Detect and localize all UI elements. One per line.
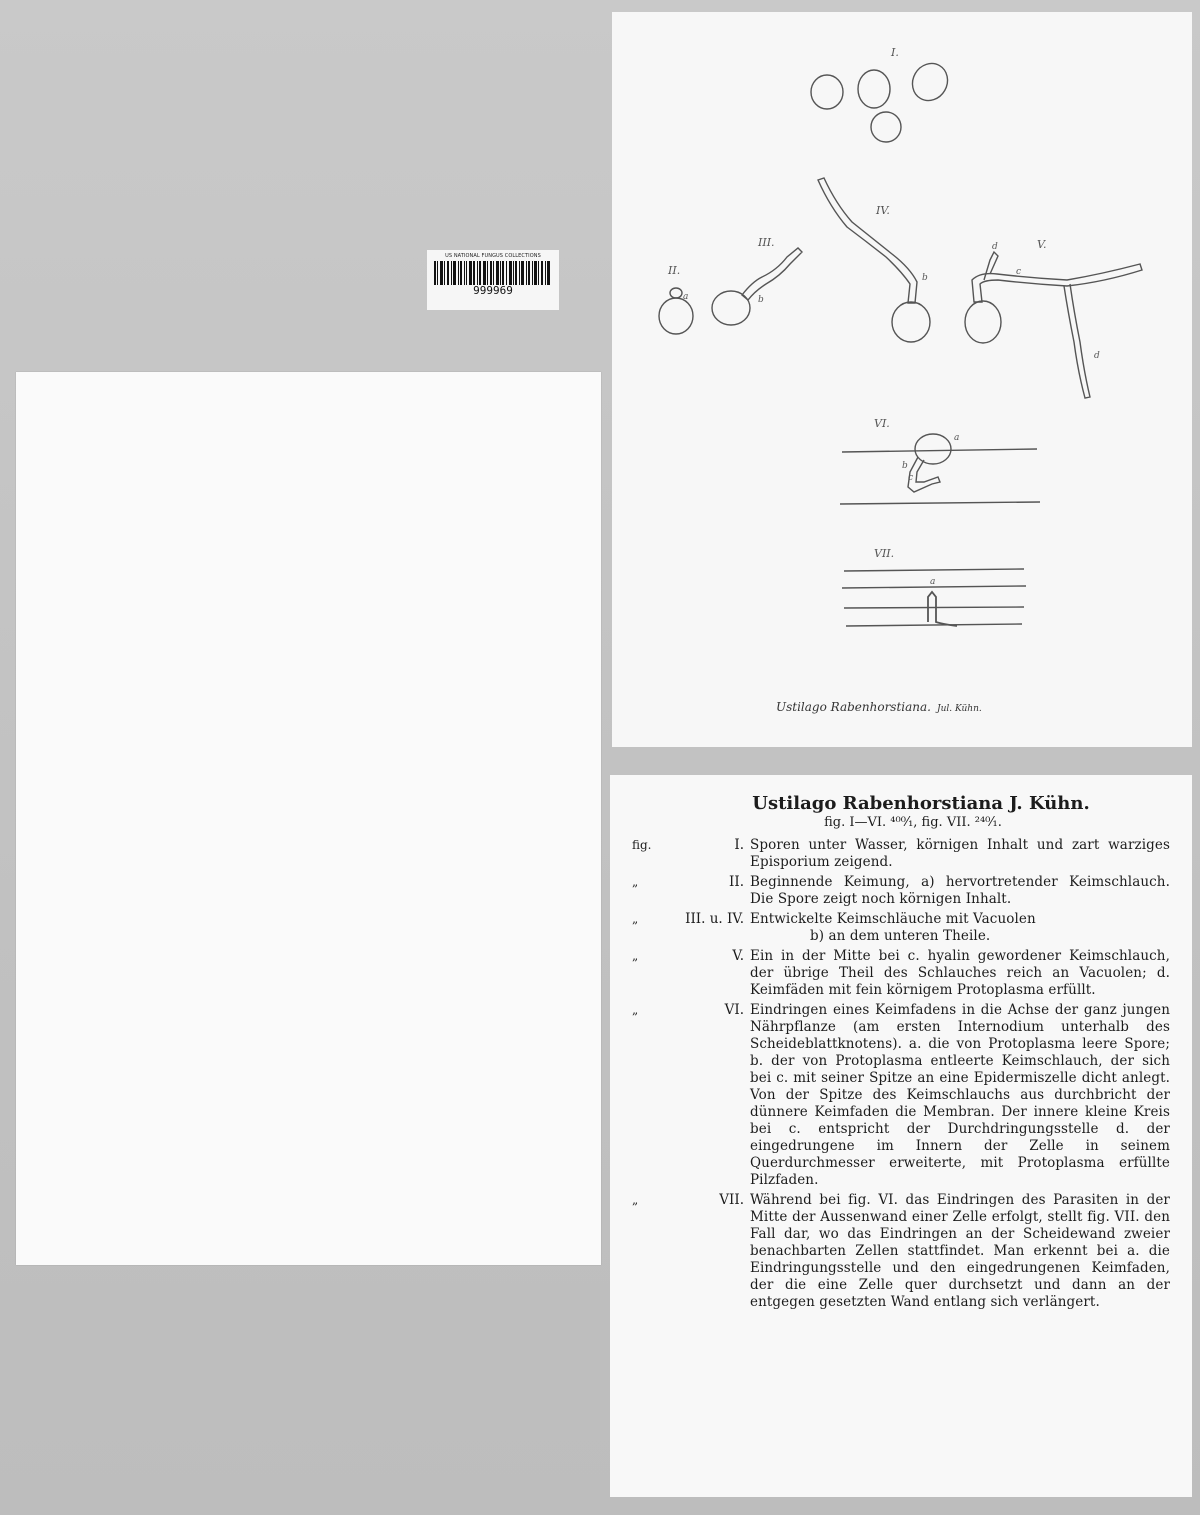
fig-vii-hypha [928,592,957,626]
fig-vii-letter-a: a [930,577,936,587]
plate-caption [776,700,982,714]
fig-vi-wall-lower [840,502,1040,504]
entry-fig-prefix: „ [632,1003,639,1017]
entry-text-line2: b) an dem unteren Theile. [810,928,991,944]
legend-entry [632,837,1170,871]
entry-text-line1: Entwickelte Keimschläuche mit Vacuolen [750,911,1036,927]
entry-fig-prefix: „ [632,1193,639,1207]
fig-v-branch-down [1064,284,1090,398]
entry-number: VII. [719,1192,744,1208]
barcode-label [427,250,559,310]
entry-number: V. [732,948,744,964]
entry-text: Während bei fig. VI. das Eindringen des Parasiten in der Mitte der Aussenwand einer Zelle erfolgt, stellt fig. VII. den Fall dar, wo das Eindringen an der Scheidewand zweier benachbarten Zellen stattfindet. Man erkennt bei a. die Eindringungsstelle und den eingedrungenen Keimfaden, der die eine Zelle quer durchsetzt und dann an der entgegen gesetzten Wand entlang sich verlängert. [750,1192,1170,1310]
fig-label-iii: III. [758,236,775,249]
legend-entry [632,874,1170,908]
fig-i-spore-2 [858,70,890,108]
fig-ii-letter-a: a [683,292,689,302]
entry-text: Sporen unter Wasser, körnigen Inhalt und zart warziges Episporium zeigend. [750,837,1170,870]
entry-text: Beginnende Keimung, a) hervortretender Keimschlauch. Die Spore zeigt noch körnigen Inhalt. [750,874,1170,907]
fig-vi-spore [915,434,951,464]
fig-i-spore-3 [906,57,954,107]
fig-vi-letter-c: c [908,473,914,483]
fig-iii-letter-b: b [758,295,764,305]
fig-vi-letter-b: b [902,461,908,471]
entry-text [750,911,1170,945]
fig-v-letter-d1: d [992,242,998,252]
fig-vi-letter-a: a [954,433,960,443]
fig-label-v: V. [1037,238,1047,251]
fig-iv-spore [892,302,930,342]
fig-v-spore [965,301,1001,343]
legend-entries [632,837,1170,1311]
fig-iv-letter-b: b [922,273,928,283]
entry-number: III. u. IV. [685,911,744,927]
fig-label-iv: IV. [876,204,890,217]
legend-entry [632,1192,1170,1311]
entry-fig-prefix: „ [632,912,639,926]
legend-entry [632,911,1170,945]
plate-caption-author: Jul. Kühn. [936,704,982,714]
legend-entry [632,1002,1170,1189]
fig-i-spore-1 [811,75,843,109]
fig-vii-wall-1 [844,569,1024,571]
plate-caption-species: Ustilago Rabenhorstiana. [776,700,931,714]
entry-number: VI. [724,1002,744,1018]
fig-v-letter-d2: d [1094,351,1100,361]
legend-subtitle: fig. I—VI. ⁴⁰⁰⁄₁, fig. VII. ²⁴⁰⁄₁. [824,815,1002,830]
fig-label-ii: II. [668,264,681,277]
fig-v-letter-c: c [1016,267,1022,277]
entry-fig-prefix: „ [632,875,639,889]
entry-number: II. [729,874,744,890]
legend-entry [632,948,1170,999]
barcode-number: 999969 [473,284,513,297]
fig-vii-wall-3 [844,607,1024,608]
barcode-institution: US NATIONAL FUNGUS COLLECTIONS [445,253,541,259]
specimen-packet [16,372,601,1265]
entry-number: I. [734,837,744,853]
legend-sheet [610,775,1192,1497]
entry-fig-prefix: „ [632,949,639,963]
fig-iii-tube [742,248,802,300]
fig-v-branch-up [984,252,998,280]
fig-i-spore-4 [871,112,901,142]
entry-text: Ein in der Mitte bei c. hyalin gewordener Keimschlauch, der übrige Theil des Schlauches reich an Vacuolen; d. Keimfäden mit fein körnigem Protoplasma erfüllt. [750,948,1170,998]
barcode-bars [434,261,552,285]
fig-vi-wall-upper [842,449,1037,452]
entry-fig-prefix: fig. [632,838,652,852]
entry-text: Eindringen eines Keimfadens in die Achse der ganz jungen Nährpflanze (am ersten Internodium unterhalb des Scheideblattknotens). a. die von Protoplasma leere Spore; b. der von Protoplasma entleerte Keimschlauch, der sich bei c. mit seiner Spitze an eine Epidermiszelle dicht anlegt. Von der Spitze des Keimschlauchs aus durchbricht der dünnere Keimfaden die Membran. Der innere kleine Kreis bei c. entspricht der Durchdringungsstelle d. der eingedrungene im Innern der Zelle in seinem Querdurchmesser erweiterte, mit Protoplasma erfüllte Pilzfaden. [750,1002,1170,1188]
fig-label-vii: VII. [874,547,895,560]
fig-ii-tube [670,288,682,298]
fig-v-tube [972,264,1142,302]
legend-title: Ustilago Rabenhorstiana J. Kühn. [752,793,1090,814]
fig-label-i: I. [891,46,899,59]
fig-ii-spore [659,298,693,334]
fig-iv-tube [818,178,917,303]
plate-drawings [612,12,1192,747]
fig-label-vi: VI. [874,417,890,430]
illustration-plate [612,12,1192,747]
fig-vii-wall-4 [846,624,1022,626]
